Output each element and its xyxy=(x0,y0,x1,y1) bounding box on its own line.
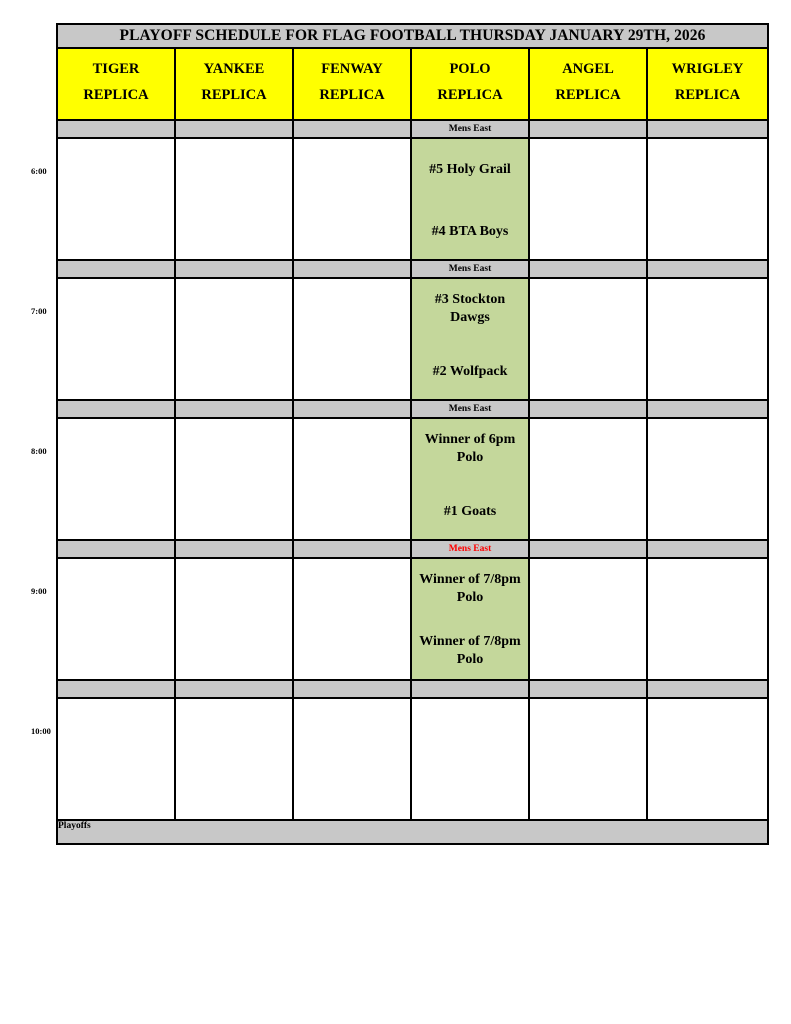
division-band xyxy=(648,541,767,559)
division-band xyxy=(294,401,412,419)
field-name: FENWAY xyxy=(321,61,383,77)
empty-slot xyxy=(58,419,176,541)
division-band xyxy=(294,541,412,559)
time-label: 9:00 xyxy=(31,586,47,596)
empty-slot xyxy=(58,559,176,681)
empty-slot xyxy=(648,699,767,821)
empty-slot xyxy=(294,419,412,541)
division-band xyxy=(176,121,294,139)
empty-slot xyxy=(176,419,294,541)
empty-slot xyxy=(412,699,530,821)
division-band xyxy=(294,121,412,139)
division-band xyxy=(176,261,294,279)
division-band xyxy=(648,401,767,419)
empty-slot xyxy=(176,279,294,401)
division-label xyxy=(412,681,530,699)
empty-slot xyxy=(648,139,767,261)
empty-slot xyxy=(176,139,294,261)
division-label: Mens East xyxy=(412,401,530,419)
field-name: POLO xyxy=(449,61,491,77)
division-band xyxy=(58,261,176,279)
empty-slot xyxy=(530,559,648,681)
empty-slot xyxy=(58,139,176,261)
field-subtitle: REPLICA xyxy=(674,87,741,103)
away-team: Winner of 7/8pm Polo xyxy=(419,634,521,667)
division-band xyxy=(176,541,294,559)
empty-slot xyxy=(648,559,767,681)
division-band xyxy=(530,121,648,139)
division-band xyxy=(58,121,176,139)
home-team: Winner of 6pm Polo xyxy=(424,432,516,465)
empty-slot xyxy=(530,279,648,401)
division-band xyxy=(530,681,648,699)
field-header-fenway xyxy=(294,49,412,121)
empty-slot xyxy=(530,419,648,541)
division-band xyxy=(294,681,412,699)
empty-slot xyxy=(176,699,294,821)
division-band xyxy=(648,121,767,139)
empty-slot xyxy=(294,279,412,401)
game-cell xyxy=(412,139,530,261)
division-band xyxy=(176,401,294,419)
game-cell xyxy=(412,279,530,401)
time-label: 8:00 xyxy=(31,446,47,456)
field-subtitle: REPLICA xyxy=(319,87,385,103)
division-band xyxy=(58,541,176,559)
away-team: #4 BTA Boys xyxy=(431,224,509,239)
empty-slot xyxy=(58,699,176,821)
game-cell xyxy=(412,559,530,681)
home-team: Winner of 7/8pm Polo xyxy=(419,572,521,605)
division-band xyxy=(176,681,294,699)
empty-slot xyxy=(294,139,412,261)
field-subtitle: REPLICA xyxy=(201,87,267,103)
division-band xyxy=(530,401,648,419)
away-team: #2 Wolfpack xyxy=(432,364,508,379)
home-team: #3 Stockton Dawgs xyxy=(434,292,506,325)
playoff-schedule-table xyxy=(56,23,769,845)
field-header-tiger xyxy=(58,49,176,121)
division-band xyxy=(58,401,176,419)
time-label: 10:00 xyxy=(31,726,51,736)
field-subtitle: REPLICA xyxy=(437,87,503,103)
time-label: 7:00 xyxy=(31,306,47,316)
schedule-title: PLAYOFF SCHEDULE FOR FLAG FOOTBALL THURSDAY JANUARY 29TH, 2026 xyxy=(58,25,767,49)
empty-slot xyxy=(58,279,176,401)
empty-slot xyxy=(294,559,412,681)
away-team: #1 Goats xyxy=(443,504,497,519)
field-name: YANKEE xyxy=(203,61,265,77)
field-subtitle: REPLICA xyxy=(83,87,149,103)
field-header-wrigley xyxy=(648,49,767,121)
empty-slot xyxy=(648,279,767,401)
division-band xyxy=(58,681,176,699)
field-name: WRIGLEY xyxy=(671,61,744,77)
empty-slot xyxy=(176,559,294,681)
home-team: #5 Holy Grail xyxy=(429,162,511,177)
division-band xyxy=(530,261,648,279)
footer-label: Playoffs xyxy=(58,821,91,831)
field-header-polo xyxy=(412,49,530,121)
field-header-angel xyxy=(530,49,648,121)
empty-slot xyxy=(530,699,648,821)
division-band xyxy=(648,681,767,699)
time-label: 6:00 xyxy=(31,166,47,176)
field-header-yankee xyxy=(176,49,294,121)
division-label: Mens East xyxy=(412,261,530,279)
field-name: ANGEL xyxy=(562,61,614,77)
division-label: Mens East xyxy=(412,121,530,139)
division-label: Mens East xyxy=(412,541,530,559)
field-subtitle: REPLICA xyxy=(555,87,621,103)
field-name: TIGER xyxy=(92,61,140,77)
footer-band xyxy=(58,821,767,843)
division-band xyxy=(530,541,648,559)
empty-slot xyxy=(530,139,648,261)
empty-slot xyxy=(294,699,412,821)
division-band xyxy=(294,261,412,279)
division-band xyxy=(648,261,767,279)
empty-slot xyxy=(648,419,767,541)
game-cell xyxy=(412,419,530,541)
